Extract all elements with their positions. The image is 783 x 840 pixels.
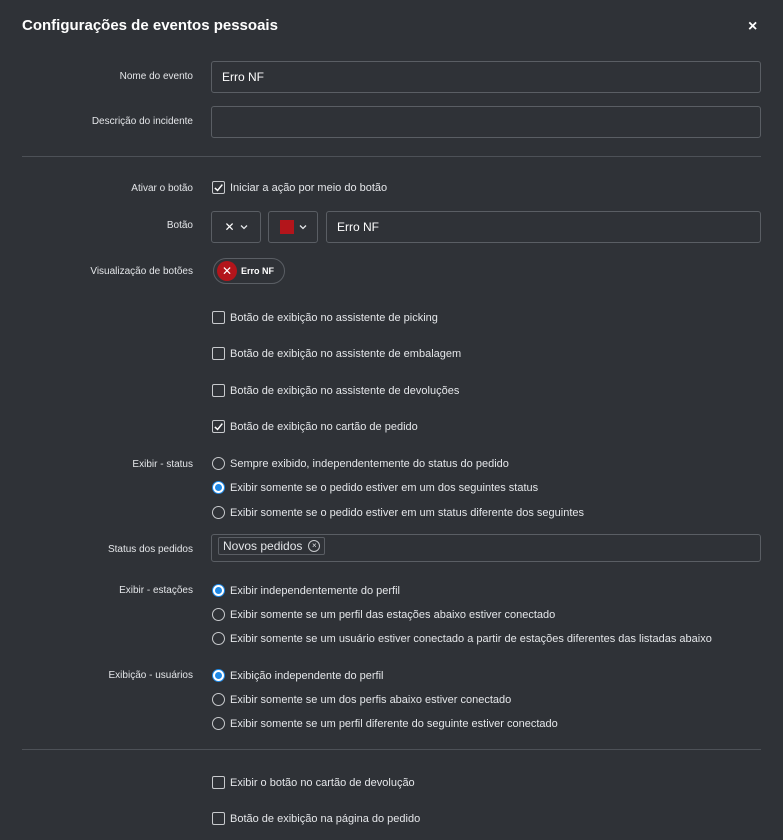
checkbox-label: Botão de exibição no assistente de embalagem [230,347,462,360]
divider [22,749,761,750]
order-status-tag-input[interactable] [211,534,761,562]
dialog-title: Configurações de eventos pessoais [22,17,278,34]
checkbox-label: Botão de exibição no cartão de pedido [230,420,418,433]
button-text-input[interactable] [326,211,761,243]
radio-status-in-list[interactable] [212,481,538,494]
radio-stations-listed[interactable] [212,608,555,621]
radio-selected-icon [212,669,225,682]
radio-stations-other[interactable] [212,632,712,645]
button-color-select[interactable] [268,211,318,243]
radio-label: Sempre exibido, independentemente do status do pedido [230,457,509,470]
radio-label: Exibir somente se um perfil das estações abaixo estiver conectado [230,608,556,621]
radio-status-not-in-list[interactable] [212,506,584,519]
radio-label: Exibir somente se um perfil diferente do seguinte estiver conectado [230,717,558,730]
checkbox-packing-assistant[interactable] [212,347,461,360]
activate-button-label: Ativar o botão [131,183,193,194]
checkbox-returns-assistant[interactable] [212,384,459,397]
status-display-label: Exibir - status [132,459,193,470]
radio-selected-icon [212,481,225,494]
incident-description-input[interactable] [211,106,761,138]
checkbox-picking-assistant[interactable] [212,311,438,324]
button-preview [213,258,285,284]
radio-icon [212,693,225,706]
checkbox-icon [212,812,225,825]
event-name-label: Nome do evento [119,71,193,82]
radio-label: Exibir somente se o pedido estiver em um status diferente dos seguintes [230,506,585,519]
button-label: Botão [166,220,193,231]
radio-icon [212,506,225,519]
radio-label: Exibir somente se o pedido estiver em um dos seguintes status [230,481,539,494]
x-icon: ✕ [224,220,235,234]
checkbox-label: Botão de exibição na página do pedido [230,812,421,825]
event-name-input[interactable] [211,61,761,93]
checkbox-checked-icon [212,181,225,194]
radio-label: Exibir somente se um dos perfis abaixo estiver conectado [230,693,512,706]
chevron-down-icon [299,223,307,231]
checkbox-order-card[interactable] [212,420,418,433]
activate-button-checkbox[interactable] [212,181,387,194]
checkbox-icon [212,776,225,789]
radio-icon [212,457,225,470]
button-preview-label: Visualização de botões [90,266,193,277]
chevron-down-icon [240,223,248,231]
x-icon: ✕ [217,261,237,281]
radio-users-any[interactable] [212,669,384,682]
checkbox-label: Exibir o botão no cartão de devolução [230,776,415,789]
radio-label: Exibir somente se um usuário estiver conectado a partir de estações diferentes das listadas abaixo [230,632,712,645]
checkbox-return-card[interactable] [212,776,415,789]
checkbox-label: Botão de exibição no assistente de devoluções [230,384,460,397]
color-swatch [280,220,294,234]
checkbox-label: Botão de exibição no assistente de picking [230,311,438,324]
stations-display-label: Exibir - estações [119,585,193,596]
status-tag [218,537,325,555]
divider [22,156,761,157]
remove-tag-icon[interactable]: × [308,540,320,552]
status-tag-label: Novos pedidos [223,539,303,553]
activate-button-checkbox-label: Iniciar a ação por meio do botão [230,181,388,194]
checkbox-icon [212,384,225,397]
checkbox-icon [212,311,225,324]
radio-users-other[interactable] [212,717,558,730]
button-preview-text: Erro NF [241,266,275,276]
radio-icon [212,632,225,645]
radio-icon [212,608,225,621]
checkbox-checked-icon [212,420,225,433]
radio-users-listed[interactable] [212,693,511,706]
checkbox-icon [212,347,225,360]
radio-label: Exibição independente do perfil [230,669,384,682]
incident-description-label: Descrição do incidente [91,116,193,127]
order-status-label: Status dos pedidos [107,544,193,555]
radio-selected-icon [212,584,225,597]
radio-stations-any[interactable] [212,584,400,597]
close-icon[interactable]: × [748,18,758,35]
radio-status-always[interactable] [212,457,509,470]
radio-label: Exibir independentemente do perfil [230,584,401,597]
button-icon-select[interactable] [211,211,261,243]
users-display-label: Exibição - usuários [108,670,193,681]
checkbox-order-page[interactable] [212,812,420,825]
radio-icon [212,717,225,730]
